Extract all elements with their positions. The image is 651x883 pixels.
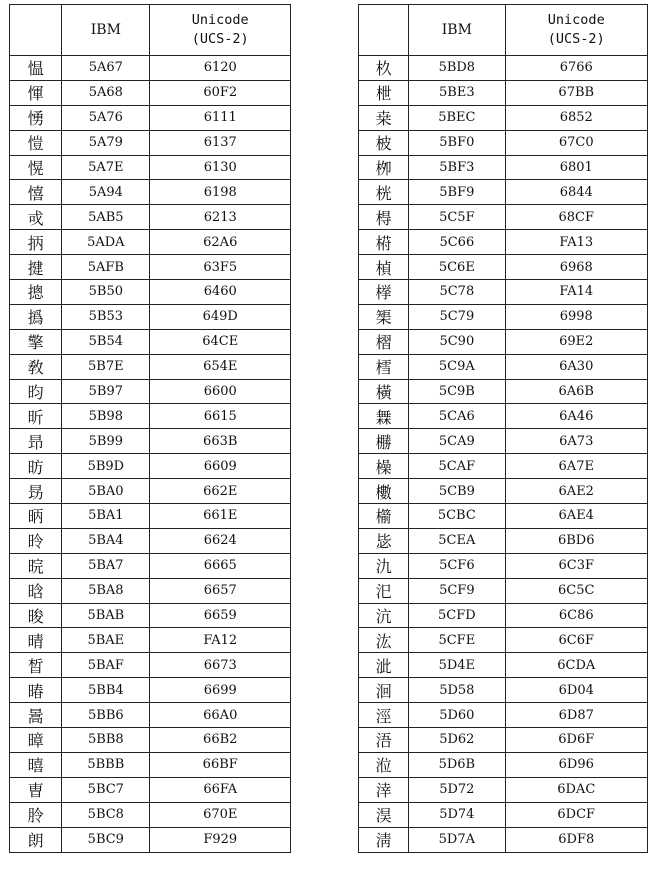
- char-cell: 暿: [10, 752, 62, 777]
- ibm-code-cell: 5BC8: [62, 802, 150, 827]
- unicode-cell: FA12: [150, 628, 291, 653]
- unicode-cell: 63F5: [150, 255, 291, 280]
- ibm-code-cell: 5BAE: [62, 628, 150, 653]
- unicode-cell: 6801: [505, 155, 648, 180]
- ibm-code-cell: 5D58: [409, 678, 505, 703]
- ibm-code-cell: 5BD8: [409, 56, 505, 81]
- table-row: [359, 504, 648, 529]
- table-row: [10, 205, 291, 230]
- table-row: [359, 578, 648, 603]
- char-cell: 暙: [10, 678, 62, 703]
- ibm-code-cell: 5C5F: [409, 205, 505, 230]
- unicode-cell: 66BF: [150, 752, 291, 777]
- ibm-code-cell: 5C66: [409, 230, 505, 255]
- ibm-code-cell: 5B50: [62, 280, 150, 305]
- char-cell: 橾: [359, 454, 409, 479]
- unicode-cell: 60F2: [150, 80, 291, 105]
- char-cell: 昤: [10, 528, 62, 553]
- ibm-code-cell: 5B97: [62, 379, 150, 404]
- char-cell: 晴: [10, 628, 62, 653]
- unicode-cell: 654E: [150, 354, 291, 379]
- table-row: [359, 105, 648, 130]
- ibm-code-cell: 5A94: [62, 180, 150, 205]
- ibm-code-cell: 5B9D: [62, 454, 150, 479]
- unicode-cell: 69E2: [505, 329, 648, 354]
- header-char: [10, 5, 62, 56]
- char-cell: 﨔: [359, 280, 409, 305]
- unicode-cell: 6D96: [505, 752, 648, 777]
- unicode-cell: 6A7E: [505, 454, 648, 479]
- char-cell: 榘: [359, 304, 409, 329]
- char-cell: 樰: [359, 354, 409, 379]
- table-row: [10, 230, 291, 255]
- unicode-cell: 670E: [150, 802, 291, 827]
- table-row: [359, 479, 648, 504]
- ibm-code-cell: 5A67: [62, 56, 150, 81]
- char-cell: 朎: [10, 802, 62, 827]
- ibm-code-cell: 5D60: [409, 703, 505, 728]
- ibm-code-cell: 5CB9: [409, 479, 505, 504]
- table-row: [359, 429, 648, 454]
- char-cell: 洄: [359, 678, 409, 703]
- unicode-cell: 6673: [150, 653, 291, 678]
- char-cell: 撝: [10, 304, 62, 329]
- table-row: [359, 553, 648, 578]
- table-row: [10, 80, 291, 105]
- header-ibm: IBM: [62, 5, 150, 56]
- table-row: [359, 752, 648, 777]
- char-cell: 愑: [10, 105, 62, 130]
- unicode-cell: 6C3F: [505, 553, 648, 578]
- table-row: [10, 180, 291, 205]
- char-cell: 昻: [10, 429, 62, 454]
- header-unicode: Unicode (UCS-2): [150, 5, 291, 56]
- ibm-code-cell: 5C6E: [409, 255, 505, 280]
- unicode-cell: 6120: [150, 56, 291, 81]
- unicode-cell: 6699: [150, 678, 291, 703]
- unicode-cell: 6615: [150, 404, 291, 429]
- ibm-code-cell: 5BBB: [62, 752, 150, 777]
- ibm-code-cell: 5CA6: [409, 404, 505, 429]
- ibm-code-cell: 5BF9: [409, 180, 505, 205]
- unicode-cell: 6852: [505, 105, 648, 130]
- unicode-cell: 6DAC: [505, 777, 648, 802]
- ibm-code-cell: 5BA1: [62, 504, 150, 529]
- unicode-cell: 6659: [150, 603, 291, 628]
- table-row: [359, 703, 648, 728]
- unicode-cell: 6609: [150, 454, 291, 479]
- unicode-cell: 6AE2: [505, 479, 648, 504]
- table-row: [359, 379, 648, 404]
- ibm-code-cell: 5BA4: [62, 528, 150, 553]
- table-row: [10, 728, 291, 753]
- char-cell: 杦: [359, 56, 409, 81]
- table-row: [359, 80, 648, 105]
- unicode-cell: FA14: [505, 280, 648, 305]
- ibm-code-cell: 5CBC: [409, 504, 505, 529]
- ibm-code-cell: 5AB5: [62, 205, 150, 230]
- unicode-cell: 68CF: [505, 205, 648, 230]
- table-row: [10, 379, 291, 404]
- ibm-code-cell: 5ADA: [62, 230, 150, 255]
- unicode-cell: 6C6F: [505, 628, 648, 653]
- char-cell: 汜: [359, 578, 409, 603]
- table-row: [10, 628, 291, 653]
- char-cell: 浯: [359, 728, 409, 753]
- table-row: [10, 404, 291, 429]
- unicode-cell: 67BB: [505, 80, 648, 105]
- table-row: [359, 180, 648, 205]
- table-row: [10, 280, 291, 305]
- table-row: [359, 205, 648, 230]
- ibm-code-cell: 5B53: [62, 304, 150, 329]
- char-cell: 枻: [359, 80, 409, 105]
- char-cell: 柀: [359, 130, 409, 155]
- char-cell: 昕: [10, 404, 62, 429]
- table-row: [359, 802, 648, 827]
- unicode-cell: 663B: [150, 429, 291, 454]
- table-row: [10, 105, 291, 130]
- char-cell: 昮: [10, 479, 62, 504]
- char-cell: 淏: [359, 802, 409, 827]
- ibm-code-cell: 5CFD: [409, 603, 505, 628]
- table-row: [10, 454, 291, 479]
- ibm-code-cell: 5BA0: [62, 479, 150, 504]
- char-cell: 毖: [359, 528, 409, 553]
- table-row: [10, 752, 291, 777]
- char-cell: 櫢: [359, 479, 409, 504]
- ibm-code-cell: 5BEC: [409, 105, 505, 130]
- unicode-cell: 6137: [150, 130, 291, 155]
- table-row: [10, 255, 291, 280]
- unicode-cell: 62A6: [150, 230, 291, 255]
- table-row: [10, 703, 291, 728]
- unicode-cell: 6657: [150, 578, 291, 603]
- table-row: [10, 603, 291, 628]
- unicode-cell: 661E: [150, 504, 291, 529]
- table-row: [359, 777, 648, 802]
- char-cell: 楨: [359, 255, 409, 280]
- table-row: [10, 553, 291, 578]
- char-cell: 摠: [10, 280, 62, 305]
- unicode-cell: 6213: [150, 205, 291, 230]
- table-row: [359, 130, 648, 155]
- ibm-code-cell: 5D4E: [409, 653, 505, 678]
- unicode-cell: 67C0: [505, 130, 648, 155]
- unicode-cell: 6C5C: [505, 578, 648, 603]
- table-row: [10, 329, 291, 354]
- char-cell: 曺: [10, 777, 62, 802]
- char-cell: 晗: [10, 578, 62, 603]
- char-cell: 朗: [10, 827, 62, 852]
- ibm-code-cell: 5B99: [62, 429, 150, 454]
- ibm-code-cell: 5CF9: [409, 578, 505, 603]
- table-row: [359, 528, 648, 553]
- char-cell: 涬: [359, 777, 409, 802]
- ibm-code-cell: 5CA9: [409, 429, 505, 454]
- char-cell: 汯: [359, 628, 409, 653]
- table-row: [359, 230, 648, 255]
- ibm-code-cell: 5BC9: [62, 827, 150, 852]
- ibm-code-cell: 5CAF: [409, 454, 505, 479]
- ibm-code-cell: 5D72: [409, 777, 505, 802]
- unicode-cell: F929: [150, 827, 291, 852]
- ibm-code-cell: 5B54: [62, 329, 150, 354]
- char-cell: 晳: [10, 653, 62, 678]
- ibm-code-cell: 5C9A: [409, 354, 505, 379]
- ibm-code-cell: 5C90: [409, 329, 505, 354]
- table-row: [359, 155, 648, 180]
- table-row: [359, 304, 648, 329]
- unicode-cell: 66A0: [150, 703, 291, 728]
- char-cell: 愰: [10, 155, 62, 180]
- ibm-code-cell: 5BAB: [62, 603, 150, 628]
- unicode-cell: 6968: [505, 255, 648, 280]
- unicode-cell: 6AE4: [505, 504, 648, 529]
- table-row: [10, 777, 291, 802]
- char-cell: 愷: [10, 130, 62, 155]
- ibm-code-cell: 5BF3: [409, 155, 505, 180]
- ibm-code-cell: 5AFB: [62, 255, 150, 280]
- ibm-code-cell: 5D6B: [409, 752, 505, 777]
- char-cell: 﨓: [359, 230, 409, 255]
- unicode-cell: 6665: [150, 553, 291, 578]
- table-row: [10, 678, 291, 703]
- table-row: [359, 56, 648, 81]
- char-cell: 晥: [10, 553, 62, 578]
- ibm-code-cell: 5BB4: [62, 678, 150, 703]
- table-row: [359, 454, 648, 479]
- unicode-cell: 6A6B: [505, 379, 648, 404]
- char-cell: 淸: [359, 827, 409, 852]
- table-row: [359, 678, 648, 703]
- char-cell: 晙: [10, 603, 62, 628]
- char-cell: 涇: [359, 703, 409, 728]
- unicode-cell: 6A30: [505, 354, 648, 379]
- unicode-cell: 6624: [150, 528, 291, 553]
- char-cell: 昀: [10, 379, 62, 404]
- unicode-cell: 66FA: [150, 777, 291, 802]
- ibm-code-cell: 5D7A: [409, 827, 505, 852]
- char-cell: 櫤: [359, 504, 409, 529]
- char-cell: 敎: [10, 354, 62, 379]
- ibm-code-cell: 5CEA: [409, 528, 505, 553]
- header-row: [10, 5, 291, 56]
- table-row: [359, 628, 648, 653]
- char-cell: 橆: [359, 404, 409, 429]
- unicode-cell: 6A46: [505, 404, 648, 429]
- unicode-cell: 6198: [150, 180, 291, 205]
- unicode-cell: 6111: [150, 105, 291, 130]
- unicode-cell: FA13: [505, 230, 648, 255]
- table-row: [359, 404, 648, 429]
- ibm-code-cell: 5BA8: [62, 578, 150, 603]
- unicode-cell: 6BD6: [505, 528, 648, 553]
- unicode-cell: 6844: [505, 180, 648, 205]
- code-table-left: [9, 4, 291, 853]
- header-ibm: IBM: [409, 5, 505, 56]
- table-row: [359, 827, 648, 852]
- char-cell: 愠: [10, 56, 62, 81]
- char-cell: 槢: [359, 329, 409, 354]
- ibm-code-cell: 5BC7: [62, 777, 150, 802]
- ibm-code-cell: 5BB8: [62, 728, 150, 753]
- char-cell: 戓: [10, 205, 62, 230]
- char-cell: 抦: [10, 230, 62, 255]
- unicode-cell: 64CE: [150, 329, 291, 354]
- ibm-code-cell: 5BB6: [62, 703, 150, 728]
- table-row: [10, 155, 291, 180]
- char-cell: 昞: [10, 504, 62, 529]
- unicode-cell: 6DCF: [505, 802, 648, 827]
- table-row: [359, 603, 648, 628]
- unicode-cell: 6D6F: [505, 728, 648, 753]
- table-row: [10, 802, 291, 827]
- ibm-code-cell: 5B98: [62, 404, 150, 429]
- table-row: [359, 728, 648, 753]
- ibm-code-cell: 5CFE: [409, 628, 505, 653]
- char-cell: 涖: [359, 752, 409, 777]
- unicode-cell: 662E: [150, 479, 291, 504]
- ibm-code-cell: 5C9B: [409, 379, 505, 404]
- header-unicode: Unicode (UCS-2): [505, 5, 648, 56]
- unicode-cell: 6998: [505, 304, 648, 329]
- char-cell: 昉: [10, 454, 62, 479]
- table-row: [359, 255, 648, 280]
- ibm-code-cell: 5CF6: [409, 553, 505, 578]
- char-cell: 氿: [359, 553, 409, 578]
- unicode-cell: 649D: [150, 304, 291, 329]
- table-row: [10, 354, 291, 379]
- table-row: [10, 578, 291, 603]
- char-cell: 栁: [359, 155, 409, 180]
- ibm-code-cell: 5C78: [409, 280, 505, 305]
- ibm-code-cell: 5D74: [409, 802, 505, 827]
- unicode-cell: 66B2: [150, 728, 291, 753]
- ibm-code-cell: 5A79: [62, 130, 150, 155]
- code-table-right: [358, 4, 648, 853]
- ibm-code-cell: 5B7E: [62, 354, 150, 379]
- table-row: [10, 479, 291, 504]
- unicode-cell: 6C86: [505, 603, 648, 628]
- table-row: [10, 56, 291, 81]
- table-row: [10, 429, 291, 454]
- ibm-code-cell: 5A7E: [62, 155, 150, 180]
- table-row: [10, 827, 291, 852]
- header-char: [359, 5, 409, 56]
- table-row: [359, 280, 648, 305]
- unicode-cell: 6D04: [505, 678, 648, 703]
- table-row: [10, 653, 291, 678]
- header-row: [359, 5, 648, 56]
- ibm-code-cell: 5D62: [409, 728, 505, 753]
- char-cell: 泚: [359, 653, 409, 678]
- table-row: [10, 504, 291, 529]
- ibm-code-cell: 5BA7: [62, 553, 150, 578]
- char-cell: 揵: [10, 255, 62, 280]
- ibm-code-cell: 5BAF: [62, 653, 150, 678]
- table-row: [10, 130, 291, 155]
- ibm-code-cell: 5A68: [62, 80, 150, 105]
- char-cell: 桒: [359, 105, 409, 130]
- char-cell: 橫: [359, 379, 409, 404]
- ibm-code-cell: 5C79: [409, 304, 505, 329]
- char-cell: 憘: [10, 180, 62, 205]
- unicode-cell: 6CDA: [505, 653, 648, 678]
- char-cell: 橳: [359, 429, 409, 454]
- table-row: [359, 354, 648, 379]
- unicode-cell: 6766: [505, 56, 648, 81]
- char-cell: 擎: [10, 329, 62, 354]
- table-row: [10, 304, 291, 329]
- table-row: [359, 329, 648, 354]
- unicode-cell: 6DF8: [505, 827, 648, 852]
- table-row: [359, 653, 648, 678]
- char-cell: 沆: [359, 603, 409, 628]
- char-cell: 桄: [359, 180, 409, 205]
- unicode-cell: 6600: [150, 379, 291, 404]
- char-cell: 暠: [10, 703, 62, 728]
- ibm-code-cell: 5A76: [62, 105, 150, 130]
- unicode-cell: 6460: [150, 280, 291, 305]
- char-cell: 暲: [10, 728, 62, 753]
- ibm-code-cell: 5BF0: [409, 130, 505, 155]
- ibm-code-cell: 5BE3: [409, 80, 505, 105]
- table-row: [10, 528, 291, 553]
- unicode-cell: 6A73: [505, 429, 648, 454]
- unicode-cell: 6130: [150, 155, 291, 180]
- char-cell: 惲: [10, 80, 62, 105]
- char-cell: 棏: [359, 205, 409, 230]
- unicode-cell: 6D87: [505, 703, 648, 728]
